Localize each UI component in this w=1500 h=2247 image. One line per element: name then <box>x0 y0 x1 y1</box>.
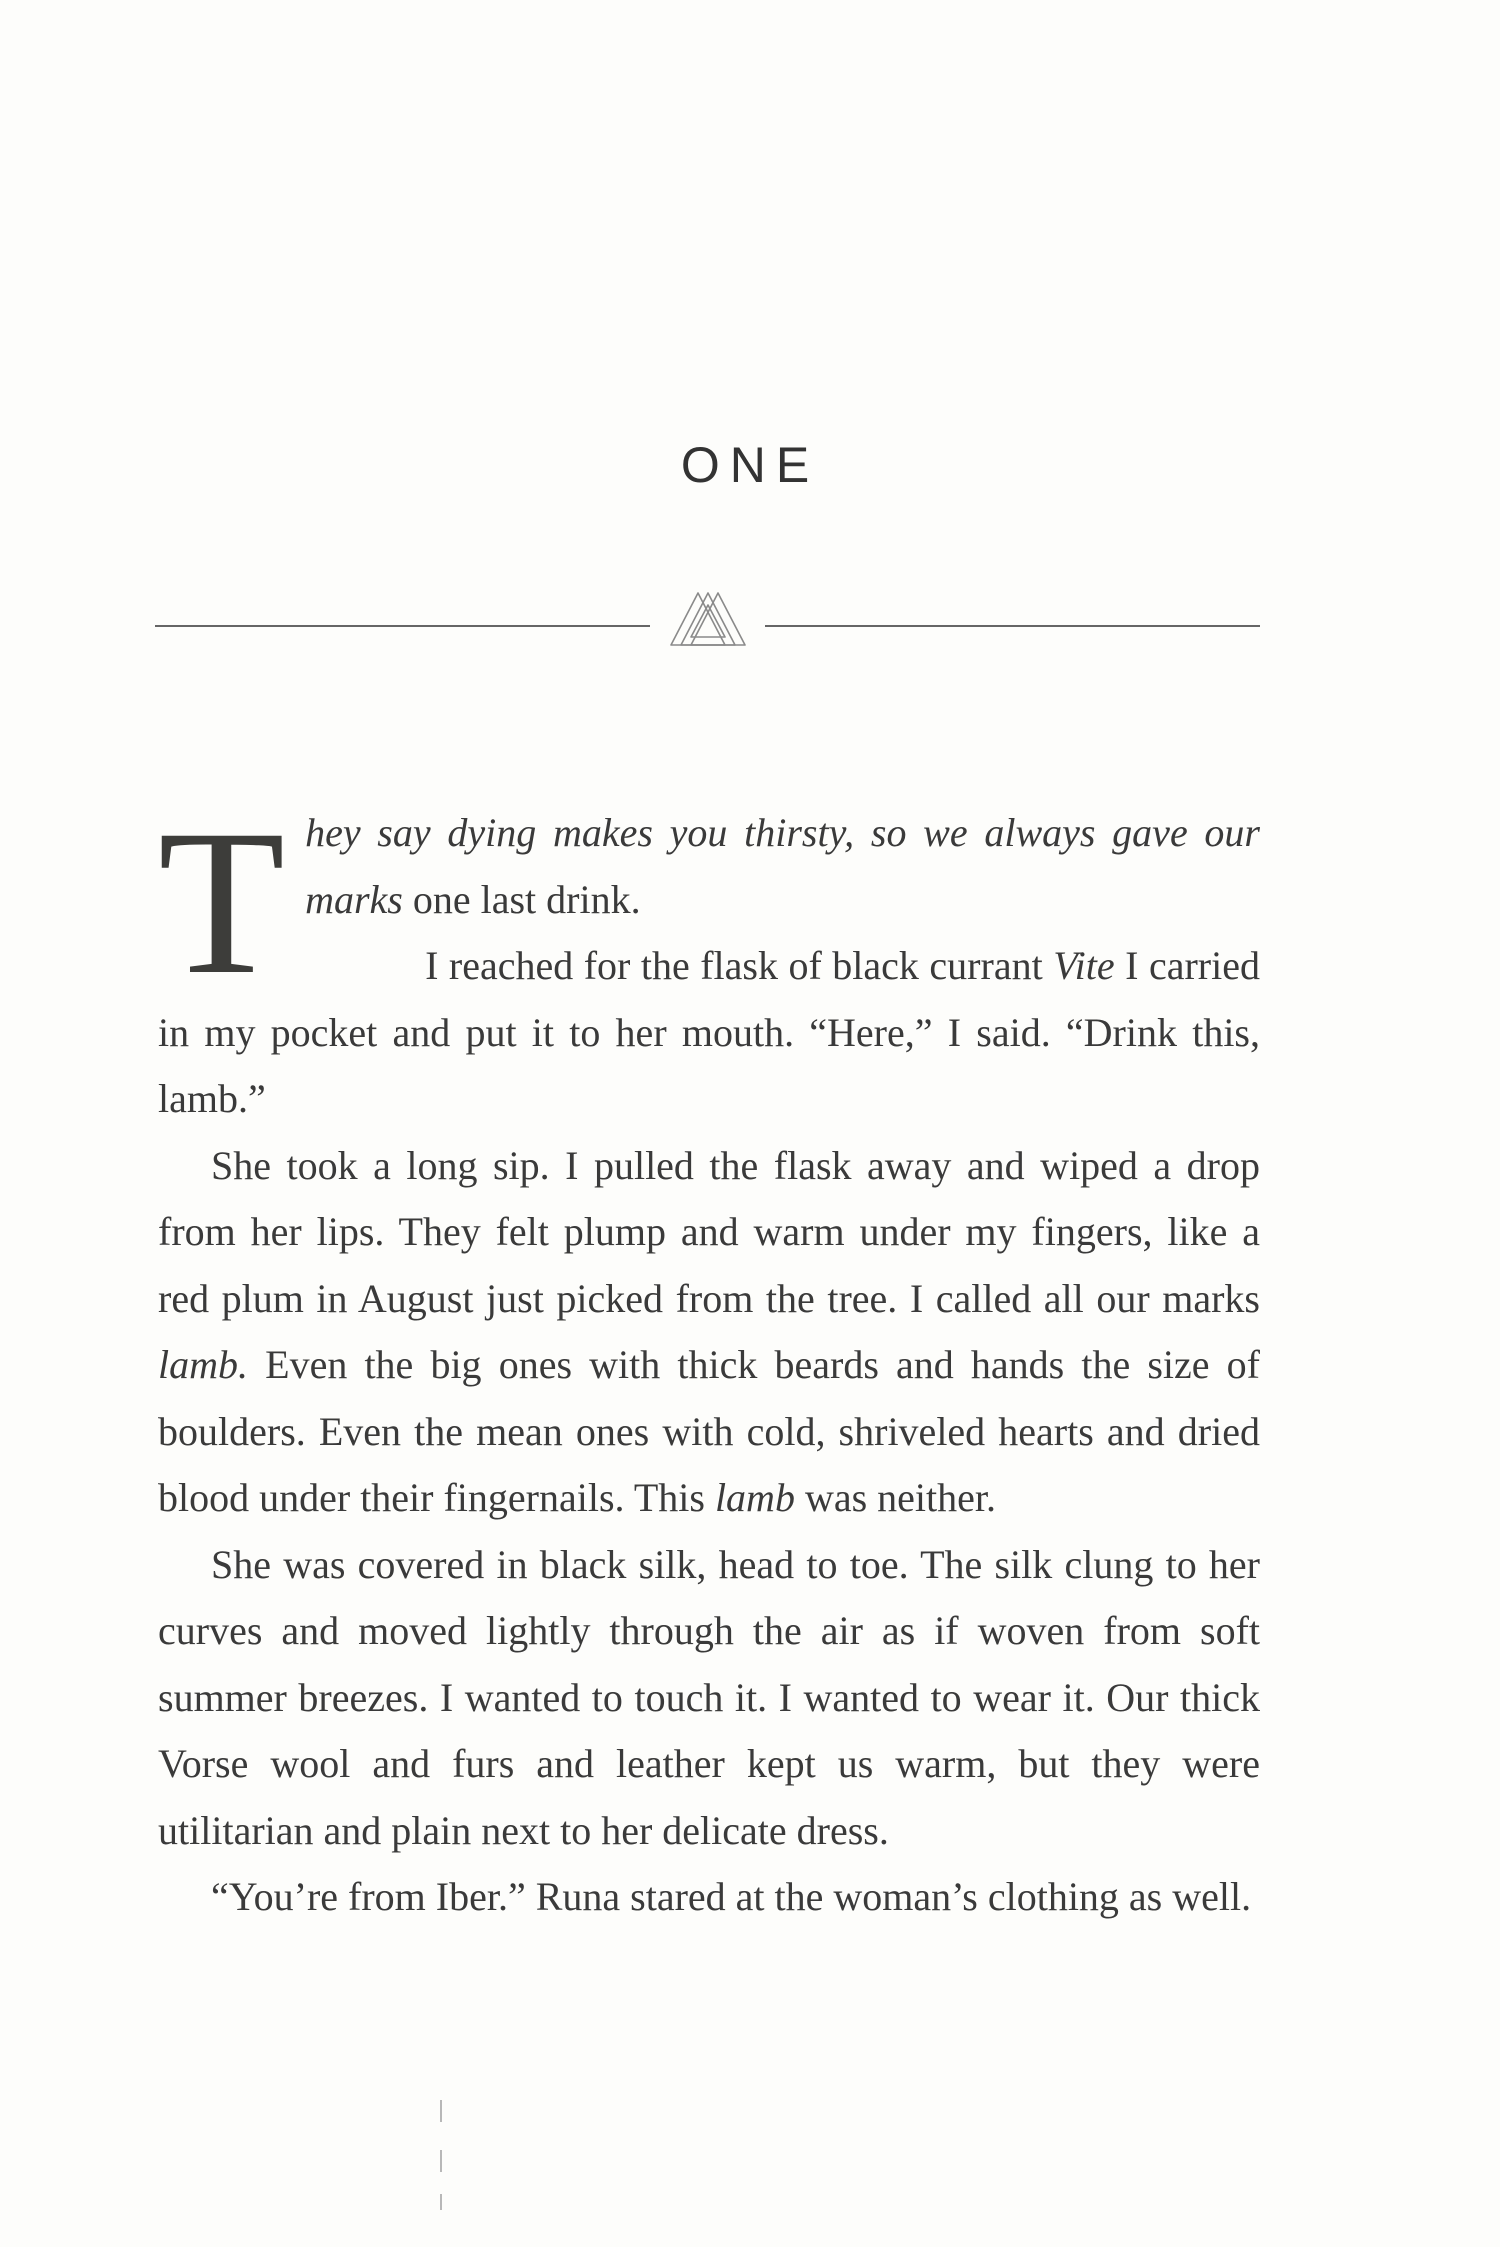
paragraph-text: She was covered in black silk, head to toe. The silk clung to her curves and moved lightly through the air as if woven from soft summer breezes. I wanted to touch it. I wanted to wear it. Our thick Vorse wool and furs and leather kept us warm, but they were utilitarian and plain next to her delicate dress. <box>158 1541 1260 1853</box>
body-paragraph <box>158 1864 1260 1931</box>
opening-lead-rest: one last drink. <box>402 876 641 922</box>
paragraph-text: was neither. <box>794 1475 996 1520</box>
divider-rule-right <box>765 625 1260 627</box>
chapter-body <box>158 787 1260 1931</box>
italic-text: lamb. <box>158 1342 248 1387</box>
body-paragraph <box>158 1532 1260 1865</box>
chapter-ornament <box>155 585 1260 655</box>
valknut-triangle-knot-icon <box>667 585 749 655</box>
paragraph-list <box>158 933 1260 1931</box>
paragraph-text: I reached for the flask of black currant <box>425 943 1054 988</box>
body-paragraph <box>158 933 1260 1133</box>
chapter-title: ONE <box>680 436 820 493</box>
italic-text: lamb <box>714 1475 795 1520</box>
paragraph-text: I carried in my pocket and put it to her mouth. “Here,” I said. “Drink this, lamb.” <box>158 943 1260 1121</box>
drop-cap: T <box>158 787 286 1017</box>
scan-mark <box>440 2100 444 2210</box>
opening-lead-italic: hey say dying makes you thirsty, so we always gave our marks <box>305 810 1260 922</box>
italic-text: Vite <box>1053 943 1115 988</box>
divider-rule-left <box>155 625 650 627</box>
paragraph-text: Even the big ones with thick beards and hands the size of boulders. Even the mean ones with cold, shriveled hearts and dried blood under their fingernails. This <box>158 1342 1260 1520</box>
paragraph-text: “You’re from Iber.” Runa stared at the woman’s clothing as well. <box>211 1874 1252 1919</box>
body-paragraph <box>158 1133 1260 1532</box>
paragraph-text: She took a long sip. I pulled the flask away and wiped a drop from her lips. They felt plump and warm under my fingers, like a red plum in August just picked from the tree. I called all our marks <box>158 1142 1260 1321</box>
